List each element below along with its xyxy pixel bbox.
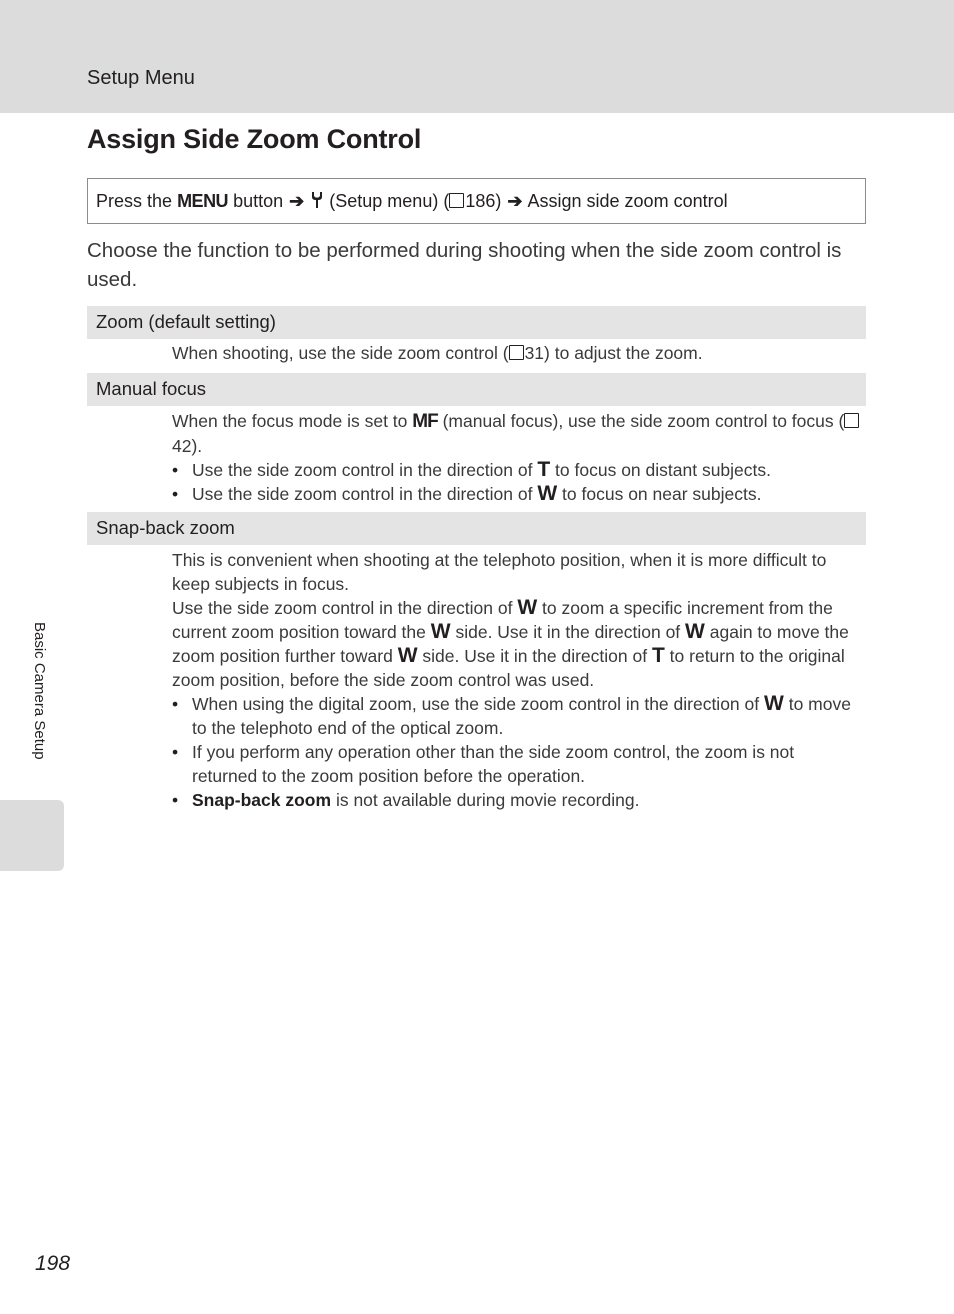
arrow-right-icon: ➔ xyxy=(289,191,305,211)
snapback-para-1: This is convenient when shooting at the telephoto position, when it is more difficult to keep subjects in focus. xyxy=(172,550,827,594)
wide-key-icon: W xyxy=(537,482,558,505)
page-reference-icon xyxy=(509,345,524,360)
page-title: Assign Side Zoom Control xyxy=(87,124,422,154)
section-label: Setup Menu xyxy=(87,67,195,89)
wide-key-icon: W xyxy=(430,620,451,643)
telephoto-key-icon: T xyxy=(651,644,665,667)
option-zoom-description xyxy=(172,341,862,365)
list-item: • If you perform any operation other than the side zoom control, the zoom is not returned to the zoom position before the operation. xyxy=(172,740,862,788)
option-snapback-label: Snap-back zoom xyxy=(96,517,235,538)
option-snapback-description xyxy=(172,548,862,812)
chapter-tab xyxy=(0,800,64,871)
wide-key-icon: W xyxy=(397,644,418,667)
option-zoom-header xyxy=(87,306,866,339)
list-item: • Use the side zoom control in the direction of T to focus on distant subjects. xyxy=(172,458,862,482)
setup-menu-text: (Setup menu) ( xyxy=(329,191,450,211)
press-the-text: Press the xyxy=(96,191,173,211)
manual-focus-icon: MF xyxy=(412,411,438,432)
list-item: • When using the digital zoom, use the side zoom control in the direction of W to move to the telephoto end of the optical zoom. xyxy=(172,692,862,740)
page-number: 198 xyxy=(35,1252,71,1275)
button-text: button xyxy=(233,191,284,211)
target-item: Assign side zoom control xyxy=(527,191,728,211)
arrow-right-icon: ➔ xyxy=(507,191,523,211)
page-reference-icon xyxy=(449,193,464,208)
option-manual-header xyxy=(87,373,866,406)
telephoto-key-icon: T xyxy=(537,458,551,481)
snapback-para-2: Use the side zoom control in the direction of W to zoom a specific increment from the current zoom position toward the W side. Use it in the direction of W again to move the zoom position further toward W side. Use it in the direction of T to return to the original zoom position, before the side zoom control was used. xyxy=(172,596,849,690)
intro-text: Choose the function to be performed during shooting when the side zoom control is used. xyxy=(87,239,842,291)
wrench-icon xyxy=(310,191,324,209)
wide-key-icon: W xyxy=(764,692,784,715)
header-band xyxy=(0,0,954,113)
list-item: • Snap-back zoom is not available during movie recording. xyxy=(172,788,862,812)
option-manual-label: Manual focus xyxy=(96,378,207,399)
sidebar-chapter-label: Basic Camera Setup xyxy=(31,622,48,760)
option-manual-description xyxy=(172,409,862,506)
page-reference-icon xyxy=(844,413,859,428)
wide-key-icon: W xyxy=(685,620,705,643)
desc-text: When the focus mode is set to xyxy=(172,411,408,431)
option-zoom-label: Zoom (default setting) xyxy=(96,311,276,332)
menu-button-icon: MENU xyxy=(177,191,229,211)
menu-path-box xyxy=(87,178,866,224)
option-snapback-header xyxy=(87,512,866,545)
desc-text: ). xyxy=(191,436,203,456)
reference-page: 31 xyxy=(524,343,545,363)
desc-text: When shooting, use the side zoom control ( xyxy=(172,343,509,363)
list-item: • Use the side zoom control in the direction of W to focus on near subjects. xyxy=(172,482,862,506)
snapback-bold-term: Snap-back zoom xyxy=(192,790,332,810)
desc-text: (manual focus), use the side zoom control to focus ( xyxy=(442,411,845,431)
reference-page: 186 xyxy=(465,191,496,211)
reference-page: 42 xyxy=(172,436,192,456)
desc-text: ) to adjust the zoom. xyxy=(544,343,703,363)
close-paren: ) xyxy=(495,191,502,211)
wide-key-icon: W xyxy=(517,596,538,619)
